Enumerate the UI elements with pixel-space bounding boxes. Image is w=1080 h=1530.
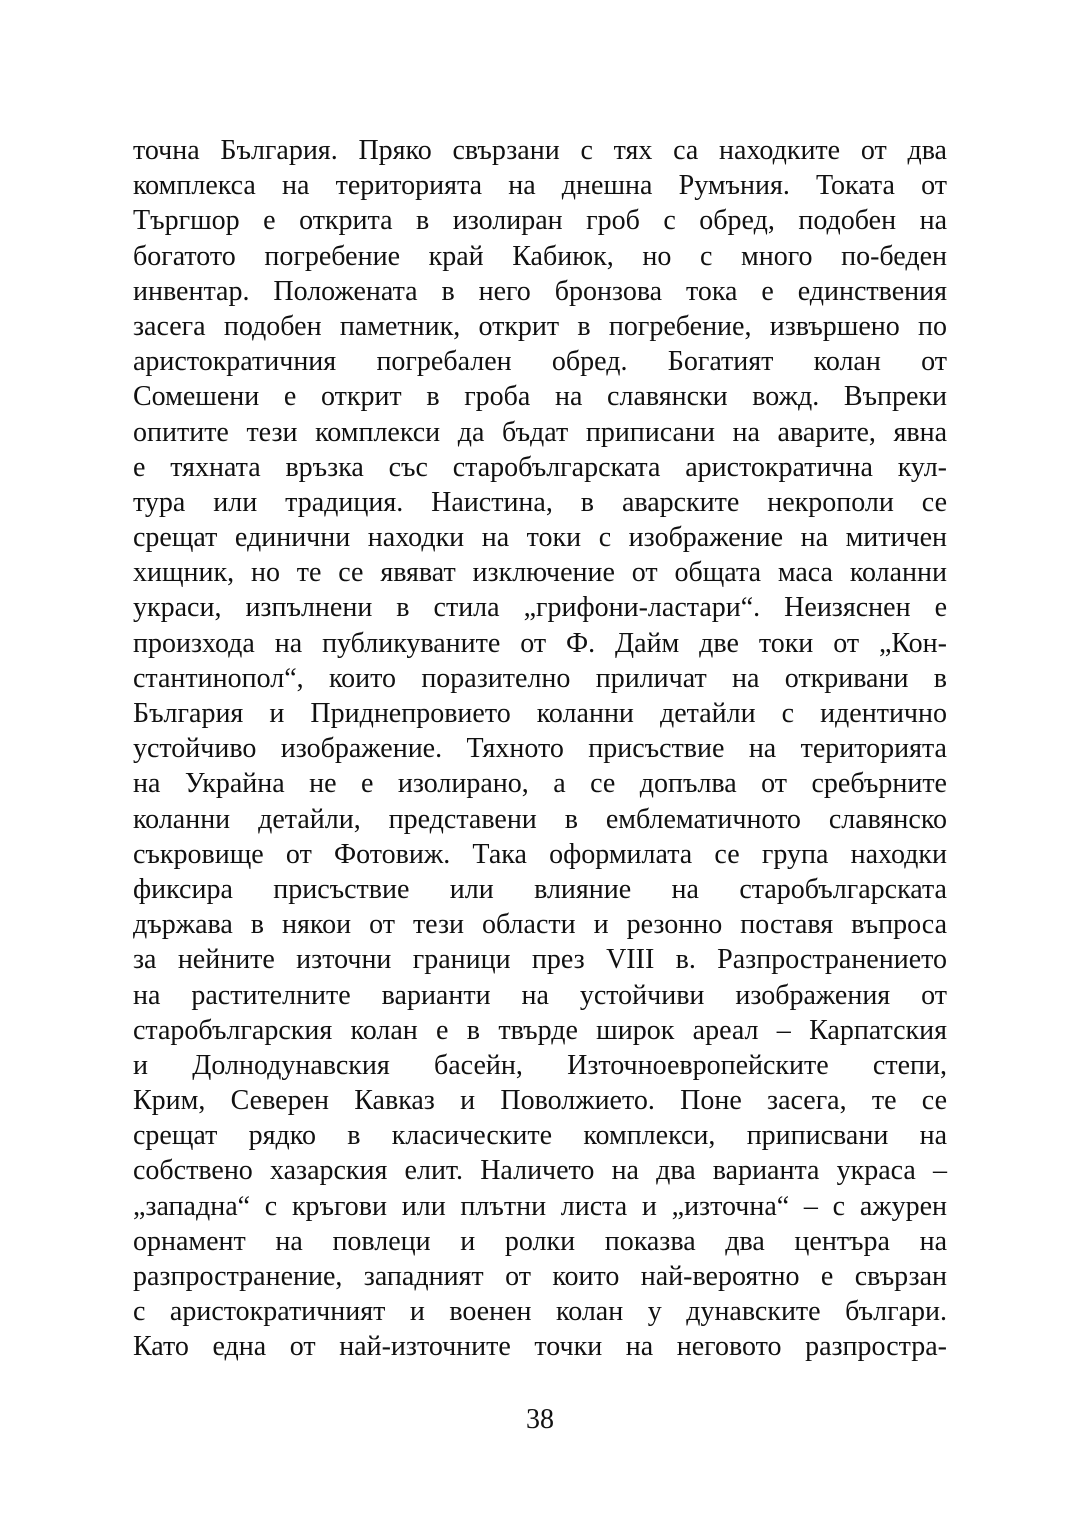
- text-line: Като една от най-източните точки на неговото разпростра-: [133, 1331, 947, 1363]
- text-line: старобългарския колан е в твърде широк ареал – Карпатския: [133, 1014, 947, 1046]
- text-line: засега подобен паметник, открит в погребение, извършено по: [133, 310, 947, 342]
- text-line: орнамент на повлеци и ролки показва два центъра на: [133, 1225, 947, 1257]
- text-line: инвентар. Положената в него бронзова тока е единствения: [133, 275, 947, 307]
- text-line: „западна“ с кръгови или плътни листа и „източна“ – с ажурен: [133, 1190, 947, 1222]
- text-line: с аристократичният и военен колан у дунавските българи.: [133, 1296, 947, 1328]
- text-line: разпространение, западният от които най-вероятно е свързан: [133, 1261, 947, 1292]
- text-line: съкровище от Фотовиж. Така оформилата се група находки: [133, 838, 947, 870]
- text-line: комплекса на територията на днешна Румъния. Токата от: [133, 170, 947, 202]
- text-line: България и Приднепровието коланни детайли с идентично: [133, 698, 947, 729]
- text-line: богатото погребение край Кабиюк, но с много по-беден: [133, 240, 947, 272]
- text-line: на Украйна не е изолирано, а се допълва от сребърните: [133, 768, 947, 800]
- text-line: Крим, Северен Кавказ и Поволжието. Поне засега, те се: [133, 1085, 947, 1117]
- text-line: коланни детайли, представени в емблематичното славянско: [133, 803, 947, 835]
- text-line: устойчиво изображение. Тяхното присъствие на територията: [133, 733, 947, 765]
- text-line: на растителните варианти на устойчиви изображения от: [133, 979, 947, 1011]
- text-line: произхода на публикуваните от Ф. Дайм две токи от „Кон-: [133, 627, 947, 659]
- text-line: опитите тези комплекси да бъдат приписани на аварите, явна: [133, 416, 947, 448]
- text-line: стантинопол“, които поразително приличат на откривани в: [133, 662, 947, 694]
- text-line: точна България. Пряко свързани с тях са находките от два: [133, 135, 947, 166]
- text-line: срещат единични находки на токи с изображение на митичен: [133, 522, 947, 554]
- page-number: 38: [526, 1404, 554, 1435]
- text-line: и Долнодунавския басейн, Източноевропейските степи,: [133, 1049, 947, 1081]
- text-line: хищник, но те се явяват изключение от общата маса коланни: [133, 557, 947, 589]
- text-line: собствено хазарския елит. Наличето на два варианта украса –: [133, 1155, 947, 1187]
- text-line: срещат рядко в класическите комплекси, приписвани на: [133, 1120, 947, 1152]
- body-text: [133, 133, 947, 1365]
- text-line: аристократичния погребален обред. Богатият колан от: [133, 346, 947, 378]
- text-line: фиксира присъствие или влияние на старобългарската: [133, 873, 947, 905]
- text-line: Търгшор е открита в изолиран гроб с обред, подобен на: [133, 205, 947, 237]
- text-line: тура или традиция. Наистина, в аварските некрополи се: [133, 486, 947, 518]
- text-line: за нейните източни граници през VIII в. Разпространението: [133, 944, 947, 976]
- text-line: е тяхната връзка със старобългарската аристократична кул-: [133, 451, 947, 483]
- text-line: Сомешени е открит в гроба на славянски вожд. Въпреки: [133, 381, 947, 413]
- text-line: украси, изпълнени в стила „грифони-ластари“. Неизяснен е: [133, 592, 947, 624]
- text-line: държава в някои от тези области и резонно поставя въпроса: [133, 909, 947, 941]
